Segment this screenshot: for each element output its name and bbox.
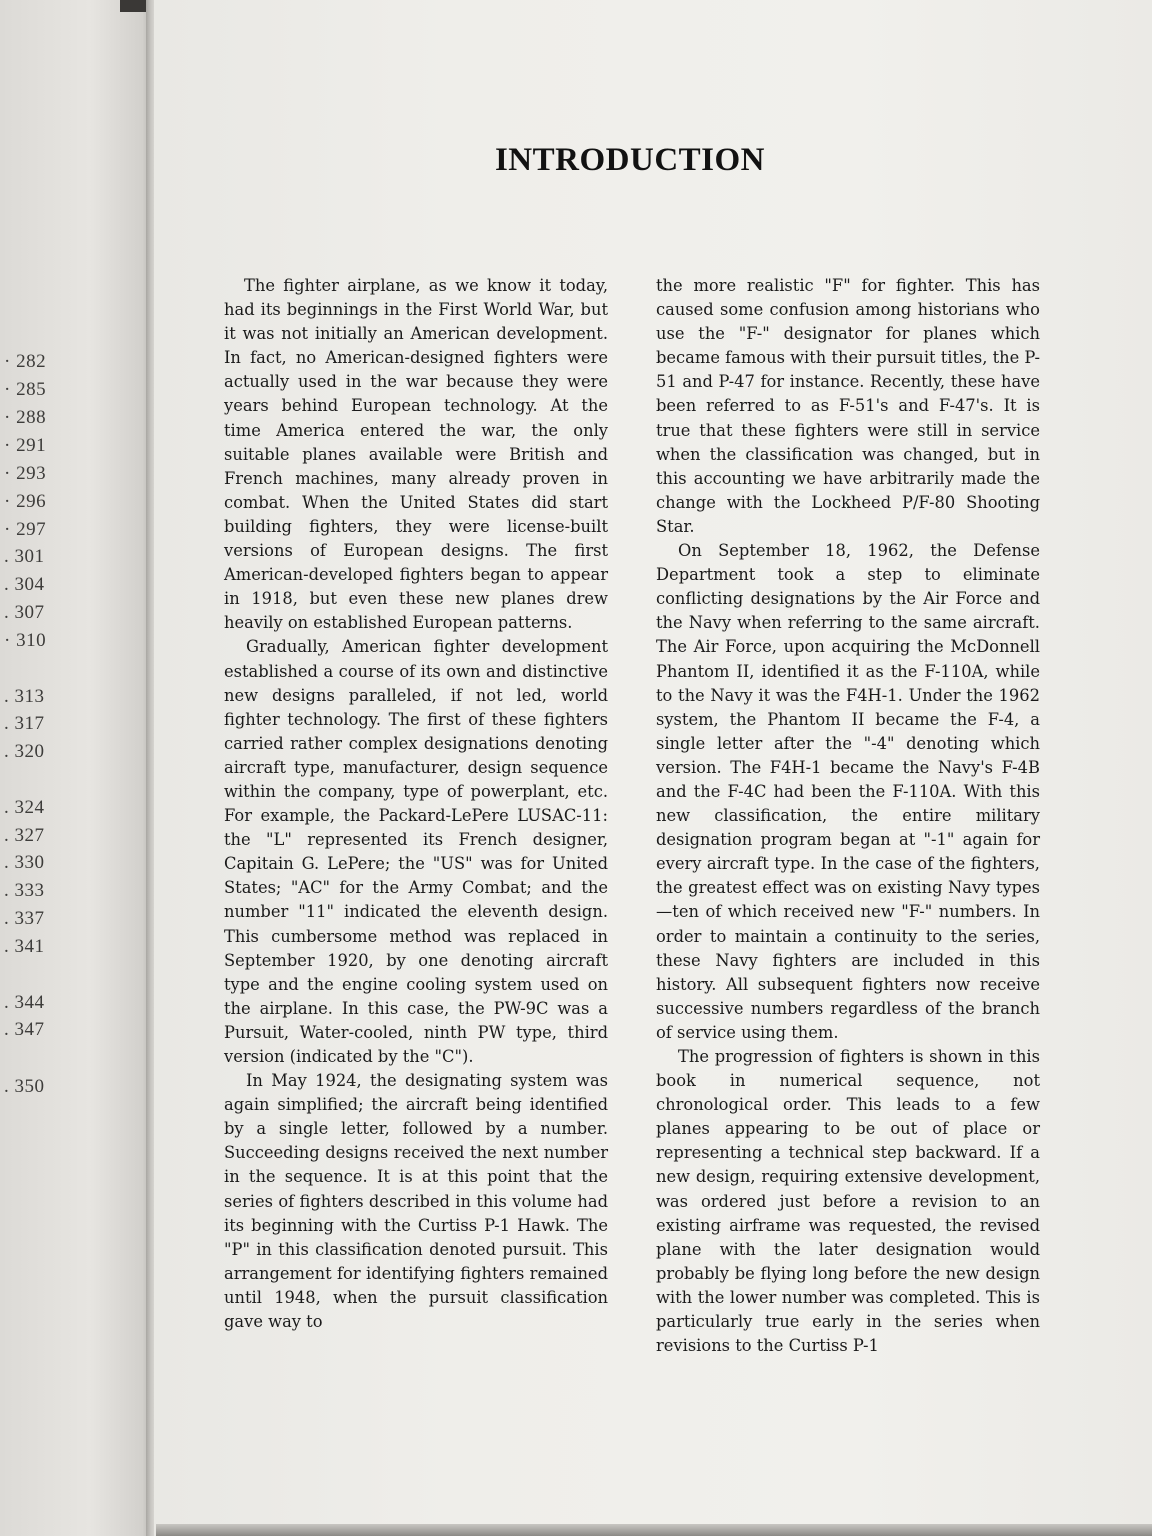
toc-page-number: . 304	[4, 574, 45, 595]
toc-page-number: · 291	[4, 435, 47, 456]
toc-page-number: . 320	[4, 741, 45, 762]
paragraph: In May 1924, the designating system was again simplified; the aircraft being identified by a single letter, followed by a number. Succeeding designs received the next number in the sequence. It is at this point that the series of fighters described in this volume had its beginning with the Curtiss P-1 Hawk. The "P" in this classification denoted pursuit. This arrangement for identifying fighters remained until 1948, when the pursuit classification gave way to	[224, 1071, 608, 1332]
page-title: INTRODUCTION	[494, 142, 766, 178]
toc-page-number: . 347	[4, 1019, 45, 1040]
toc-page-number: . 307	[4, 602, 45, 623]
toc-page-number: . 301	[4, 546, 45, 567]
toc-page-number: . 333	[4, 880, 45, 901]
toc-page-number: · 285	[4, 379, 47, 400]
toc-page-number: . 341	[4, 936, 45, 957]
toc-page-number: · 288	[4, 407, 47, 428]
text-column-left	[224, 274, 608, 1334]
toc-page-number: · 297	[4, 519, 47, 540]
paragraph: The progression of fighters is shown in this book in numerical sequence, not chronological order. This leads to a few planes appearing to be out of place or representing a technical step backward. If a new design, requiring extensive development, was ordered just before a revision to an existing airframe was requested, the revised plane with the later designation would probably be flying long before the new design with the lower number was completed. This is particularly true early in the series when revisions to the Curtiss P-1	[656, 1047, 1040, 1356]
toc-page-number: . 350	[4, 1076, 45, 1097]
toc-page-number: . 337	[4, 908, 45, 929]
toc-page-number: · 310	[4, 630, 47, 651]
toc-page-number: · 282	[4, 351, 47, 372]
toc-page-number: · 293	[4, 463, 47, 484]
toc-page-number: · 296	[4, 491, 47, 512]
toc-page-number: . 317	[4, 713, 45, 734]
paragraph: The fighter airplane, as we know it today, had its beginnings in the First World War, but it was not initially an American development. In fact, no American-designed fighters were actually used in the war because they were years behind European technology. At the time America entered the war, the only suitable planes available were British and French machines, many already proven in combat. When the United States did start building fighters, they were license-built versions of European designs. The first American-developed fighters began to appear in 1918, but even these new planes drew heavily on established European patterns.	[224, 276, 608, 633]
toc-page-number: . 344	[4, 992, 45, 1013]
toc-page-numbers	[0, 0, 150, 1536]
paragraph: Gradually, American fighter development established a course of its own and distinctive new designs paralleled, if not led, world fighter technology. The first of these fighters carried rather complex designations denoting aircraft type, manufacturer, design sequence within the company, type of powerplant, etc. For example, the Packard-LePere LUSAC-11: the "L" represented its French designer, Capitain G. LePere; the "US" was for United States; "AC" for the Army Combat; and the number "11" indicated the eleventh design. This cumbersome method was replaced in September 1920, by one denoting aircraft type and the engine cooling system used on the airplane. In this case, the PW-9C was a Pursuit, Water-cooled, ninth PW type, third version (indicated by the "C").	[224, 637, 608, 1066]
toc-page-number: . 324	[4, 797, 45, 818]
page-bottom-edge	[156, 1524, 1152, 1536]
paragraph: On September 18, 1962, the Defense Department took a step to eliminate conflicting designations by the Air Force and the Navy when referring to the same aircraft. The Air Force, upon acquiring the McDonnell Phantom II, identified it as the F-110A, while to the Navy it was the F4H-1. Under the 1962 system, the Phantom II became the F-4, a single letter after the "-4" denoting which version. The F4H-1 became the Navy's F-4B and the F-4C had been the F-110A. With this new classification, the entire military designation program began at "-1" again for every aircraft type. In the case of the fighters, the greatest effect was on existing Navy types—ten of which received new "F-" numbers. In order to maintain a continuity to the series, these Navy fighters are included in this history. All subsequent fighters now receive successive numbers regardless of the branch of service using them.	[656, 541, 1040, 1042]
toc-page-number: . 327	[4, 825, 45, 846]
toc-page-number: . 313	[4, 686, 45, 707]
text-column-right	[656, 274, 1040, 1358]
toc-page-number: . 330	[4, 852, 45, 873]
paragraph: the more realistic "F" for fighter. This has caused some confusion among historians who use the "F-" designator for planes which became famous with their pursuit titles, the P-51 and P-47 for instance. Recently, these have been referred to as F-51's and F-47's. It is true that these fighters were still in service when the classification was changed, but in this accounting we have arbitrarily made the change with the Lockheed P/F-80 Shooting Star.	[656, 276, 1041, 536]
